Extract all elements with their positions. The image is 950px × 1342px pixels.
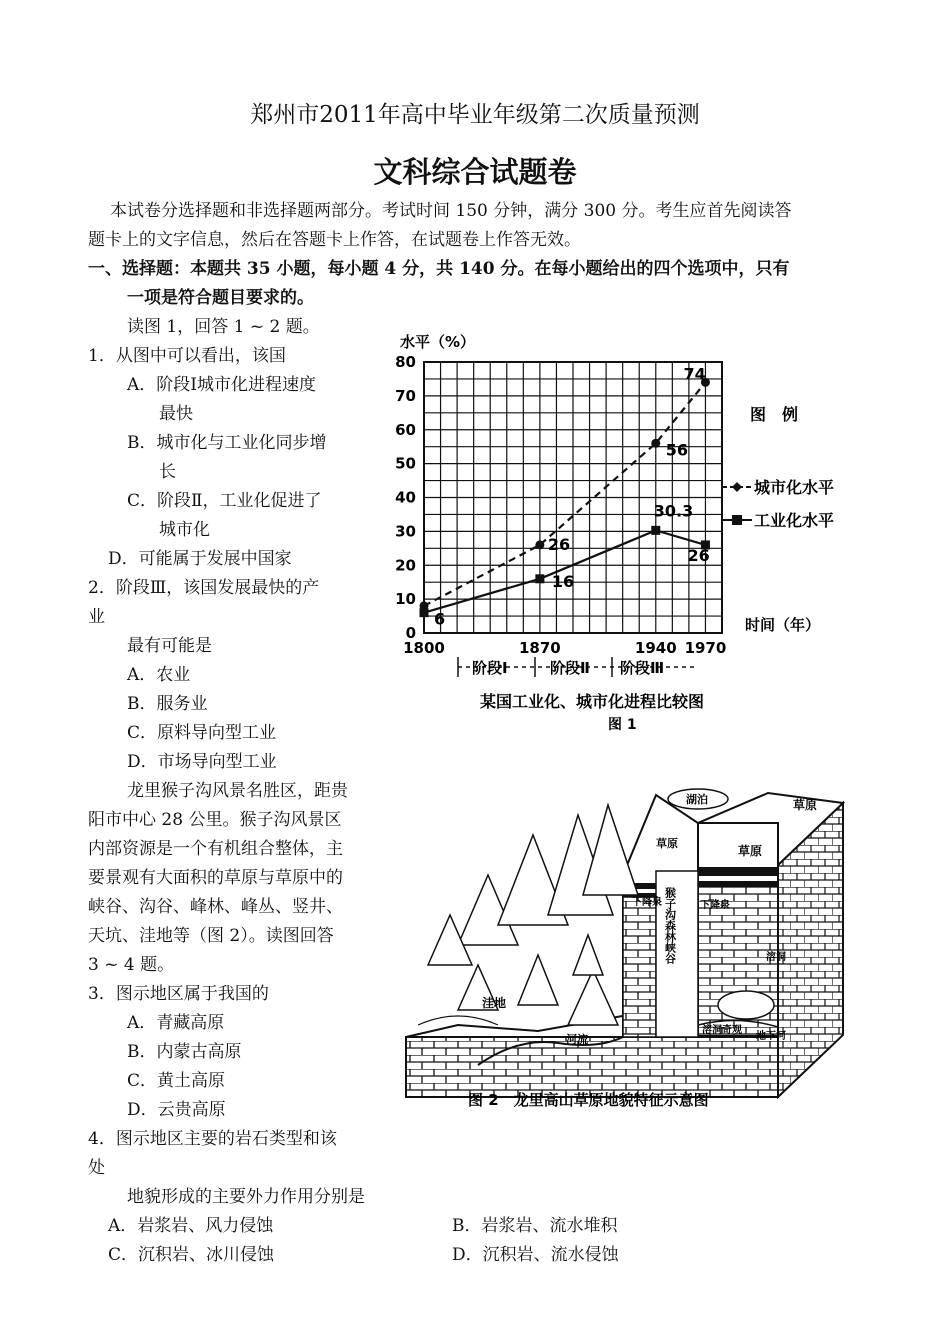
cliff-bricks	[623, 897, 656, 1037]
rock-layers-front	[406, 1037, 778, 1097]
intro-line-1: 本试卷分选择题和非选择题两部分。考试时间 150 分钟，满分 300 分。考生应首先阅读答	[110, 201, 792, 221]
y-tick-label: 30	[395, 522, 416, 541]
label-gorge: 猴子沟森林峡谷	[663, 887, 677, 964]
y-tick-label: 0	[405, 624, 416, 642]
q2-option-b[interactable]: B．服务业	[127, 694, 208, 714]
q3-option-a[interactable]: A．青藏高原	[127, 1013, 225, 1033]
legend-urban-label: 城市化水平	[754, 478, 835, 497]
figure-2-caption: 图 2 龙里高山草原地貌特征示意图	[468, 1091, 709, 1109]
figure-2-diagram	[398, 775, 868, 1115]
q2-stem-cont-2: 最有可能是	[127, 636, 212, 656]
figure-1-label: 图 1	[608, 717, 637, 733]
chart-labels	[434, 364, 710, 628]
stage-label-2: 阶段Ⅱ	[550, 659, 590, 677]
q4-stem: 4．图示地区主要的岩石类型和该	[88, 1129, 337, 1149]
q4-stem-cont: 处	[88, 1158, 105, 1178]
q3-option-c[interactable]: C．黄土高原	[127, 1071, 226, 1091]
q1-option-a[interactable]: A．阶段Ⅰ城市化进程速度	[127, 375, 316, 395]
section-heading-line-1: 一、选择题：本题共 35 小题，每小题 4 分，共 140 分。在每小题给出的四个选项中，只有	[88, 259, 790, 279]
data-label: 26	[547, 534, 571, 554]
label-underground-river: 地下河	[756, 1031, 786, 1042]
x-tick-label: 1970	[684, 639, 727, 657]
section-heading-line-2: 一项是符合题目要求的。	[127, 288, 314, 308]
x-tick-label: 1940	[634, 639, 677, 657]
karst-peaks	[428, 805, 638, 1025]
passage-line: 峡谷、沟谷、峰林、峰丛、竖井、	[88, 897, 343, 917]
q1-option-b-cont: 长	[159, 462, 176, 482]
stage-label-3: 阶段Ⅲ	[620, 659, 665, 677]
label-river: 河流	[566, 1033, 588, 1046]
q4-option-d[interactable]: D．沉积岩、流水侵蚀	[452, 1245, 619, 1265]
depression-line	[418, 1016, 498, 1025]
data-label: 26	[687, 545, 710, 565]
q1-option-a-cont: 最快	[159, 404, 193, 424]
page-subtitle: 郑州市2011年高中毕业年级第二次质量预测	[250, 102, 700, 128]
stage-annotations	[458, 657, 695, 677]
q3-option-b[interactable]: B．内蒙古高原	[127, 1042, 242, 1062]
label-grassland-left: 草原	[656, 837, 678, 850]
q3-stem: 3．图示地区属于我国的	[88, 984, 269, 1004]
cave	[718, 991, 774, 1019]
figure-1-chart	[380, 325, 870, 745]
legend-industry-label: 工业化水平	[754, 511, 835, 530]
data-label: 30.3	[653, 501, 694, 521]
passage-line: 要景观有大面积的草原与草原中的	[88, 868, 343, 888]
label-spring-right: 下降泉	[700, 900, 730, 911]
chart-grid	[424, 362, 722, 633]
y-tick-label: 80	[395, 353, 416, 371]
data-label: 6	[434, 609, 446, 629]
y-tick-label: 70	[395, 386, 416, 405]
data-point	[420, 608, 429, 617]
page-title: 文科综合试题卷	[373, 155, 577, 189]
label-lake: 湖泊	[686, 793, 708, 806]
y-tick-label: 40	[395, 488, 416, 507]
data-point	[651, 526, 660, 535]
legend-urban	[722, 478, 834, 497]
y-tick-label: 50	[395, 454, 416, 473]
data-point	[535, 540, 544, 549]
q2-option-c[interactable]: C．原料导向型工业	[127, 723, 277, 743]
q1-option-b[interactable]: B．城市化与工业化同步增	[127, 433, 327, 453]
q4-option-b[interactable]: B．岩浆岩、流水堆积	[452, 1216, 618, 1236]
passage-line: 内部资源是一个有机组合整体，主	[88, 839, 343, 859]
figure-1-caption: 某国工业化、城市化进程比较图	[480, 692, 705, 711]
data-label: 74	[683, 364, 706, 384]
x-tick-label: 1800	[403, 639, 445, 657]
passage-line: 天坑、洼地等（图 2）。读图回答	[88, 926, 334, 946]
data-point	[651, 439, 660, 448]
forest-gorge	[656, 871, 698, 1037]
q1-option-d[interactable]: D．可能属于发展中国家	[108, 549, 292, 569]
label-spring-left: 下降泉	[632, 897, 662, 908]
x-tick-label: 1870	[519, 639, 561, 657]
y-tick-label: 10	[395, 590, 416, 609]
soil-band	[698, 868, 778, 876]
intro-line-2: 题卡上的文字信息，然后在答题卡上作答，在试题卷上作答无效。	[88, 230, 581, 250]
label-depression: 洼地	[482, 996, 507, 1010]
q3-option-d[interactable]: D．云贵高原	[127, 1100, 226, 1120]
x-axis-label: 时间（年）	[745, 616, 821, 634]
q4-stem-cont-2: 地貌形成的主要外力作用分别是	[127, 1187, 365, 1207]
q1-option-c[interactable]: C．阶段Ⅱ，工业化促进了	[127, 491, 322, 511]
question-intro: 读图 1，回答 1 ~ 2 题。	[127, 317, 320, 337]
y-tick-label: 20	[395, 556, 416, 575]
label-cave: 溶洞奇观	[702, 1025, 742, 1036]
label-grassland-mid: 草原	[738, 844, 763, 858]
data-label: 16	[551, 571, 575, 591]
q1-stem: 1．从图中可以看出，该国	[88, 346, 286, 366]
data-point	[535, 574, 544, 583]
data-label: 56	[665, 440, 689, 460]
q2-option-d[interactable]: D．市场导向型工业	[127, 752, 277, 772]
stage-label-1: 阶段Ⅰ	[472, 659, 508, 677]
q2-stem-cont: 业	[88, 607, 105, 627]
q4-option-c[interactable]: C．沉积岩、冰川侵蚀	[108, 1245, 275, 1265]
passage-line: 3 ~ 4 题。	[88, 955, 175, 975]
y-axis-label: 水平（%）	[400, 333, 476, 351]
y-tick-label: 60	[395, 420, 416, 439]
legend-title: 图 例	[750, 405, 799, 424]
label-karst-cave: 溶洞	[766, 952, 786, 963]
q2-stem: 2．阶段Ⅲ，该国发展最快的产	[88, 578, 320, 598]
label-grassland-top: 草原	[793, 798, 818, 812]
passage-line: 阳市中心 28 公里。猴子沟风景区	[88, 810, 342, 830]
q1-option-c-cont: 城市化	[159, 520, 210, 540]
q2-option-a[interactable]: A．农业	[127, 665, 191, 685]
q4-option-a[interactable]: A．岩浆岩、风力侵蚀	[108, 1216, 274, 1236]
legend-industry	[722, 511, 834, 530]
passage-line: 龙里猴子沟风景名胜区，距贵	[127, 781, 348, 801]
